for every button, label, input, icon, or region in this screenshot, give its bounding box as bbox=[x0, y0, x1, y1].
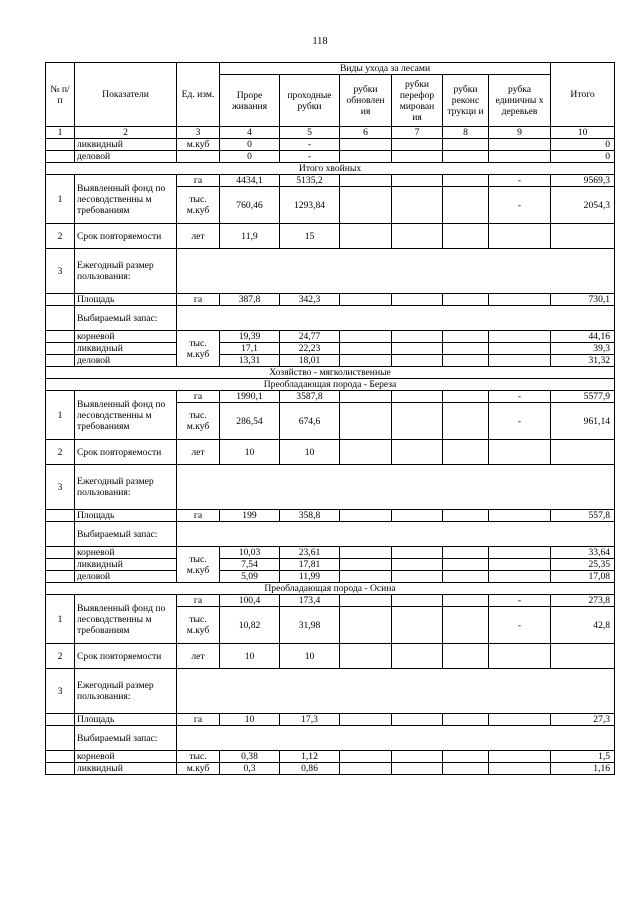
cell-total: 2054,3 bbox=[551, 187, 615, 224]
col-number: 7 bbox=[392, 127, 443, 139]
row-unit: га bbox=[177, 175, 220, 187]
row-label: ликвидный bbox=[75, 139, 177, 151]
cell-value: 24,77 bbox=[280, 331, 340, 343]
cell-value: 17,1 bbox=[220, 343, 280, 355]
table-row bbox=[46, 763, 615, 775]
cell-total: 730,1 bbox=[551, 294, 615, 306]
forest-care-table bbox=[45, 62, 615, 775]
table-row bbox=[46, 224, 615, 249]
table-row bbox=[46, 510, 615, 522]
row-number: 3 bbox=[46, 249, 75, 294]
cell-value: 10 bbox=[220, 644, 280, 669]
cell-value: 1,12 bbox=[280, 751, 340, 763]
row-label: деловой bbox=[75, 151, 177, 163]
cell-value: 100,4 bbox=[220, 595, 280, 607]
cell-value: 4434,1 bbox=[220, 175, 280, 187]
cell-value: - bbox=[489, 187, 551, 224]
header-col: проходные рубки bbox=[280, 75, 340, 127]
row-label: Выбираемый запас: bbox=[75, 522, 177, 547]
header-indicator: Показатели bbox=[75, 63, 177, 127]
row-number: 2 bbox=[46, 644, 75, 669]
cell-value: 7,54 bbox=[220, 559, 280, 571]
cell-value: 10 bbox=[280, 440, 340, 465]
cell-total: 5577,9 bbox=[551, 391, 615, 403]
row-label: Срок повторяемости bbox=[75, 644, 177, 669]
row-label: Площадь bbox=[75, 510, 177, 522]
cell-value: 286,54 bbox=[220, 403, 280, 440]
col-number: 2 bbox=[75, 127, 177, 139]
table-row bbox=[46, 391, 615, 403]
cell-value: - bbox=[489, 607, 551, 644]
table-row bbox=[46, 669, 615, 714]
cell-value: 0 bbox=[220, 151, 280, 163]
header-group: Виды ухода за лесами bbox=[220, 63, 551, 75]
cell-value: 10,03 bbox=[220, 547, 280, 559]
page-number: 118 bbox=[312, 36, 328, 47]
cell-value: 10 bbox=[220, 440, 280, 465]
row-unit: тыс. м.куб bbox=[177, 187, 220, 224]
cell-value: 1293,84 bbox=[280, 187, 340, 224]
section-title: Итого хвойных bbox=[46, 163, 615, 175]
cell-value: 0,3 bbox=[220, 763, 280, 775]
cell-total: 33,64 bbox=[551, 547, 615, 559]
row-unit: га bbox=[177, 391, 220, 403]
table-row bbox=[46, 175, 615, 187]
header-total: Итого bbox=[551, 63, 615, 127]
row-number: 1 bbox=[46, 595, 75, 644]
cell-value: 15 bbox=[280, 224, 340, 249]
col-number: 9 bbox=[489, 127, 551, 139]
row-unit: тыс. bbox=[177, 751, 220, 763]
row-unit: тыс. м.куб bbox=[177, 547, 220, 583]
table-row bbox=[46, 595, 615, 607]
cell-value: - bbox=[489, 175, 551, 187]
row-unit: м.куб bbox=[177, 763, 220, 775]
row-unit: га bbox=[177, 714, 220, 726]
row-label: ликвидный bbox=[75, 343, 177, 355]
row-unit: га bbox=[177, 595, 220, 607]
cell-value: 17,81 bbox=[280, 559, 340, 571]
row-unit: лет bbox=[177, 224, 220, 249]
cell-total: 1,5 bbox=[551, 751, 615, 763]
cell-value: 19,39 bbox=[220, 331, 280, 343]
cell-total: 1,16 bbox=[551, 763, 615, 775]
row-label: корневой bbox=[75, 751, 177, 763]
col-number: 10 bbox=[551, 127, 615, 139]
section-title: Хозяйство - мягколиственные bbox=[46, 367, 615, 379]
cell-total: 27,3 bbox=[551, 714, 615, 726]
cell-total: 557,8 bbox=[551, 510, 615, 522]
header-col: рубки реконс трукци и bbox=[443, 75, 489, 127]
table-row bbox=[46, 331, 615, 343]
table-row bbox=[46, 547, 615, 559]
col-number: 3 bbox=[177, 127, 220, 139]
row-label: деловой bbox=[75, 571, 177, 583]
row-unit: тыс. м.куб bbox=[177, 607, 220, 644]
header-unit: Ед. изм. bbox=[177, 63, 220, 127]
col-number: 6 bbox=[340, 127, 392, 139]
table-row bbox=[46, 139, 615, 151]
table-row bbox=[46, 306, 615, 331]
row-unit: га bbox=[177, 510, 220, 522]
row-unit: лет bbox=[177, 440, 220, 465]
cell-value: 5135,2 bbox=[280, 175, 340, 187]
col-number: 4 bbox=[220, 127, 280, 139]
table-row bbox=[46, 249, 615, 294]
row-number: 1 bbox=[46, 391, 75, 440]
table-row bbox=[46, 714, 615, 726]
row-unit: м.куб bbox=[177, 139, 220, 151]
row-number: 2 bbox=[46, 224, 75, 249]
cell-total: 273,8 bbox=[551, 595, 615, 607]
header-num: № п/п bbox=[46, 63, 75, 127]
cell-value: 0,38 bbox=[220, 751, 280, 763]
cell-value: 358,8 bbox=[280, 510, 340, 522]
table-row bbox=[46, 343, 615, 355]
row-unit: лет bbox=[177, 644, 220, 669]
col-number: 1 bbox=[46, 127, 75, 139]
row-label: ликвидный bbox=[75, 559, 177, 571]
table-row bbox=[46, 571, 615, 583]
cell-value: 3587,8 bbox=[280, 391, 340, 403]
cell-value: 11,99 bbox=[280, 571, 340, 583]
cell-value: 760,46 bbox=[220, 187, 280, 224]
cell-value: 0 bbox=[220, 139, 280, 151]
cell-value: 17,3 bbox=[280, 714, 340, 726]
cell-total: 31,32 bbox=[551, 355, 615, 367]
cell-value: 22,23 bbox=[280, 343, 340, 355]
row-number: 3 bbox=[46, 465, 75, 510]
table-row bbox=[46, 151, 615, 163]
table-row bbox=[46, 355, 615, 367]
cell-value: 31,98 bbox=[280, 607, 340, 644]
row-label: ликвидный bbox=[75, 763, 177, 775]
row-label: корневой bbox=[75, 331, 177, 343]
header-col: рубка единичны х деревьев bbox=[489, 75, 551, 127]
row-label: Выявленный фонд по лесоводственны м требованиям bbox=[75, 595, 177, 644]
row-label: корневой bbox=[75, 547, 177, 559]
cell-value: 10 bbox=[280, 644, 340, 669]
col-number: 5 bbox=[280, 127, 340, 139]
cell-value: - bbox=[489, 391, 551, 403]
row-label: Выбираемый запас: bbox=[75, 726, 177, 751]
row-label: Площадь bbox=[75, 294, 177, 306]
row-label: Выявленный фонд по лесоводственны м требованиям bbox=[75, 175, 177, 224]
cell-value: - bbox=[489, 595, 551, 607]
row-label: Ежегодный размер пользования: bbox=[75, 669, 177, 714]
row-label: деловой bbox=[75, 355, 177, 367]
section-subtitle: Преобладающая порода - Береза bbox=[46, 379, 615, 391]
cell-total: 39,3 bbox=[551, 343, 615, 355]
header-col: рубки обновлен ия bbox=[340, 75, 392, 127]
table-row bbox=[46, 644, 615, 669]
table-row bbox=[46, 440, 615, 465]
col-number: 8 bbox=[443, 127, 489, 139]
cell-value: 18,01 bbox=[280, 355, 340, 367]
row-number: 1 bbox=[46, 175, 75, 224]
cell-total: 42,8 bbox=[551, 607, 615, 644]
row-label: Срок повторяемости bbox=[75, 224, 177, 249]
cell-value: - bbox=[489, 403, 551, 440]
cell-value: 11,9 bbox=[220, 224, 280, 249]
cell-value: 1990,1 bbox=[220, 391, 280, 403]
cell-total: 9569,3 bbox=[551, 175, 615, 187]
row-number: 2 bbox=[46, 440, 75, 465]
cell-value: - bbox=[280, 151, 340, 163]
table-row bbox=[46, 559, 615, 571]
cell-value: 342,3 bbox=[280, 294, 340, 306]
row-label: Срок повторяемости bbox=[75, 440, 177, 465]
cell-value: 387,8 bbox=[220, 294, 280, 306]
section-subtitle: Преобладающая порода - Осина bbox=[46, 583, 615, 595]
cell-total: 961,14 bbox=[551, 403, 615, 440]
table-row bbox=[46, 294, 615, 306]
cell-total: 0 bbox=[551, 139, 615, 151]
cell-total: 17,08 bbox=[551, 571, 615, 583]
cell-total: 25,35 bbox=[551, 559, 615, 571]
cell-value: - bbox=[280, 139, 340, 151]
row-unit: га bbox=[177, 294, 220, 306]
cell-value: 0,86 bbox=[280, 763, 340, 775]
cell-value: 674,6 bbox=[280, 403, 340, 440]
header-col: Проре живания bbox=[220, 75, 280, 127]
cell-value: 10,82 bbox=[220, 607, 280, 644]
row-unit: тыс. м.куб bbox=[177, 331, 220, 367]
table-row bbox=[46, 751, 615, 763]
row-label: Выявленный фонд по лесоводственны м требованиям bbox=[75, 391, 177, 440]
table-row bbox=[46, 465, 615, 510]
cell-value: 10 bbox=[220, 714, 280, 726]
row-label: Ежегодный размер пользования: bbox=[75, 249, 177, 294]
cell-value: 13,31 bbox=[220, 355, 280, 367]
row-number: 3 bbox=[46, 669, 75, 714]
table-row bbox=[46, 522, 615, 547]
table-row bbox=[46, 726, 615, 751]
row-unit: тыс. м.куб bbox=[177, 403, 220, 440]
cell-total: 0 bbox=[551, 151, 615, 163]
row-label: Выбираемый запас: bbox=[75, 306, 177, 331]
row-label: Ежегодный размер пользования: bbox=[75, 465, 177, 510]
header-col: рубки перефор мирован ия bbox=[392, 75, 443, 127]
row-label: Площадь bbox=[75, 714, 177, 726]
cell-value: 173,4 bbox=[280, 595, 340, 607]
cell-value: 23,61 bbox=[280, 547, 340, 559]
cell-value: 5,09 bbox=[220, 571, 280, 583]
cell-total: 44,16 bbox=[551, 331, 615, 343]
cell-value: 199 bbox=[220, 510, 280, 522]
